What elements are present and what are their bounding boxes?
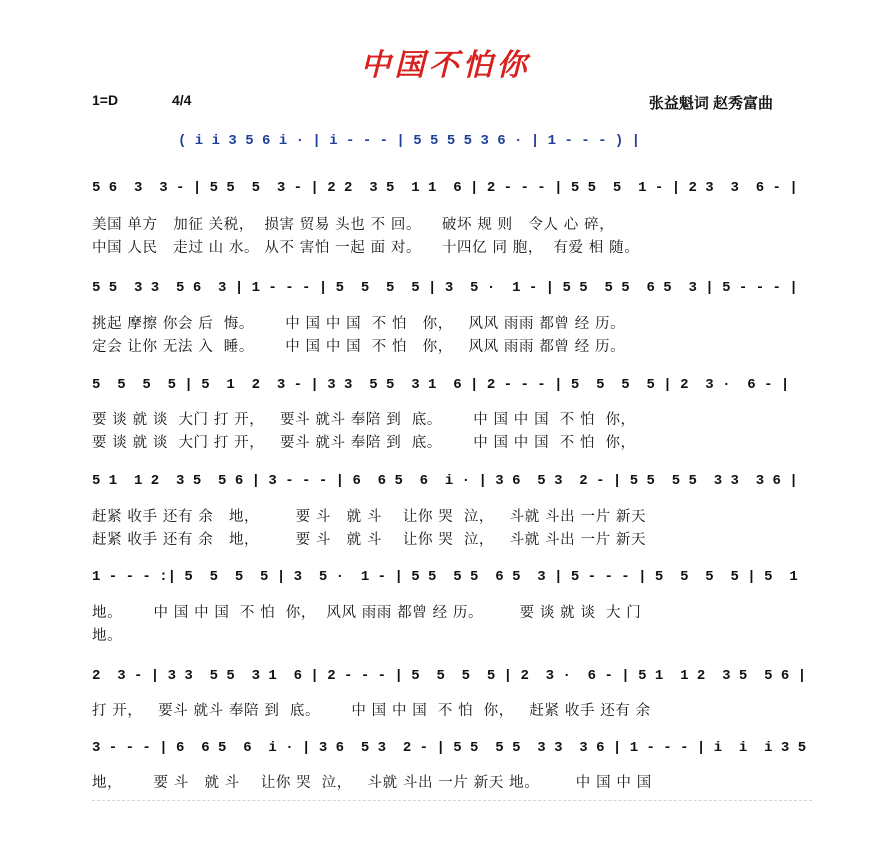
lyric-line-1b: 中国 人民 走过 山 水。 从不 害怕 一起 面 对。 十四亿 同 胞， 有爱 相 随。	[92, 240, 640, 256]
lyric-line-6a: 打 开， 要斗 就斗 奉陪 到 底。 中 国 中 国 不 怕 你， 赶紧 收手 还有 余	[92, 703, 651, 719]
lyric-line-4b: 赶紧 收手 还有 余 地， 要 斗 就 斗 让你 哭 泣， 斗就 斗出 一片 新天	[92, 532, 647, 548]
lyric-line-5b: 地。	[92, 628, 123, 644]
lyric-line-2b: 定会 让你 无法 入 睡。 中 国 中 国 不 怕 你， 风风 雨雨 都曾 经 历。	[92, 339, 626, 355]
lyric-line-7a: 地， 要 斗 就 斗 让你 哭 泣， 斗就 斗出 一片 新天 地。 中 国 中 国	[92, 775, 652, 791]
notation-line-7: 3 - - - | 6 6 5 6 i · | 3 6 5 3 2 - | 5 5 5 5 3 3 3 6 | 1 - - - | i i i 3 5	[92, 740, 807, 756]
lyric-line-5a: 地。 中 国 中 国 不 怕 你， 风风 雨雨 都曾 经 历。 要 谈 就 谈 大 门	[92, 605, 642, 621]
lyric-line-1a: 美国 单方 加征 关税， 损害 贸易 头也 不 回。 破坏 规 则 令人 心 碎，	[92, 217, 615, 233]
notation-line-4: 5 1 1 2 3 5 5 6 | 3 - - - | 6 6 5 6 i · | 3 6 5 3 2 - | 5 5 5 5 3 3 3 6 |	[92, 473, 798, 489]
notation-line-3: 5 5 5 5 | 5 1 2 3 - | 3 3 5 5 3 1 6 | 2 - - - | 5 5 5 5 | 2 3 · 6 - |	[92, 377, 790, 393]
notation-line-2: 5 5 3 3 5 6 3 | 1 - - - | 5 5 5 5 | 3 5 · 1 - | 5 5 5 5 6 5 3 | 5 - - - |	[92, 280, 798, 296]
notation-line-6: 2 3 - | 3 3 5 5 3 1 6 | 2 - - - | 5 5 5 5 | 2 3 · 6 - | 5 1 1 2 3 5 5 6 |	[92, 668, 807, 684]
song-title: 中国不怕你	[360, 48, 531, 83]
key-signature: 1=D	[92, 92, 119, 108]
lyric-line-3b: 要 谈 就 谈 大门 打 开， 要斗 就斗 奉陪 到 底。 中 国 中 国 不 怕 你，	[92, 435, 636, 451]
lyric-line-2a: 挑起 摩擦 你会 后 悔。 中 国 中 国 不 怕 你， 风风 雨雨 都曾 经 历。	[92, 316, 626, 332]
notation-line-1: 5 6 3 3 - | 5 5 5 3 - | 2 2 3 5 1 1 6 | 2 - - - | 5 5 5 1 - | 2 3 3 6 - |	[92, 180, 798, 196]
credits: 张益魁词 赵秀富曲	[648, 95, 773, 112]
intro-notation: ( i i 3 5 6 i · | i - - - | 5 5 5 5 3 6 · | 1 - - - ) |	[178, 133, 641, 149]
cut-off-next-line	[92, 800, 812, 815]
time-signature: 4/4	[172, 92, 192, 108]
notation-line-5: 1 - - - :| 5 5 5 5 | 3 5 · 1 - | 5 5 5 5 6 5 3 | 5 - - - | 5 5 5 5 | 5 1	[92, 569, 798, 585]
lyric-line-3a: 要 谈 就 谈 大门 打 开， 要斗 就斗 奉陪 到 底。 中 国 中 国 不 怕 你，	[92, 412, 636, 428]
lyric-line-4a: 赶紧 收手 还有 余 地， 要 斗 就 斗 让你 哭 泣， 斗就 斗出 一片 新天	[92, 509, 647, 525]
